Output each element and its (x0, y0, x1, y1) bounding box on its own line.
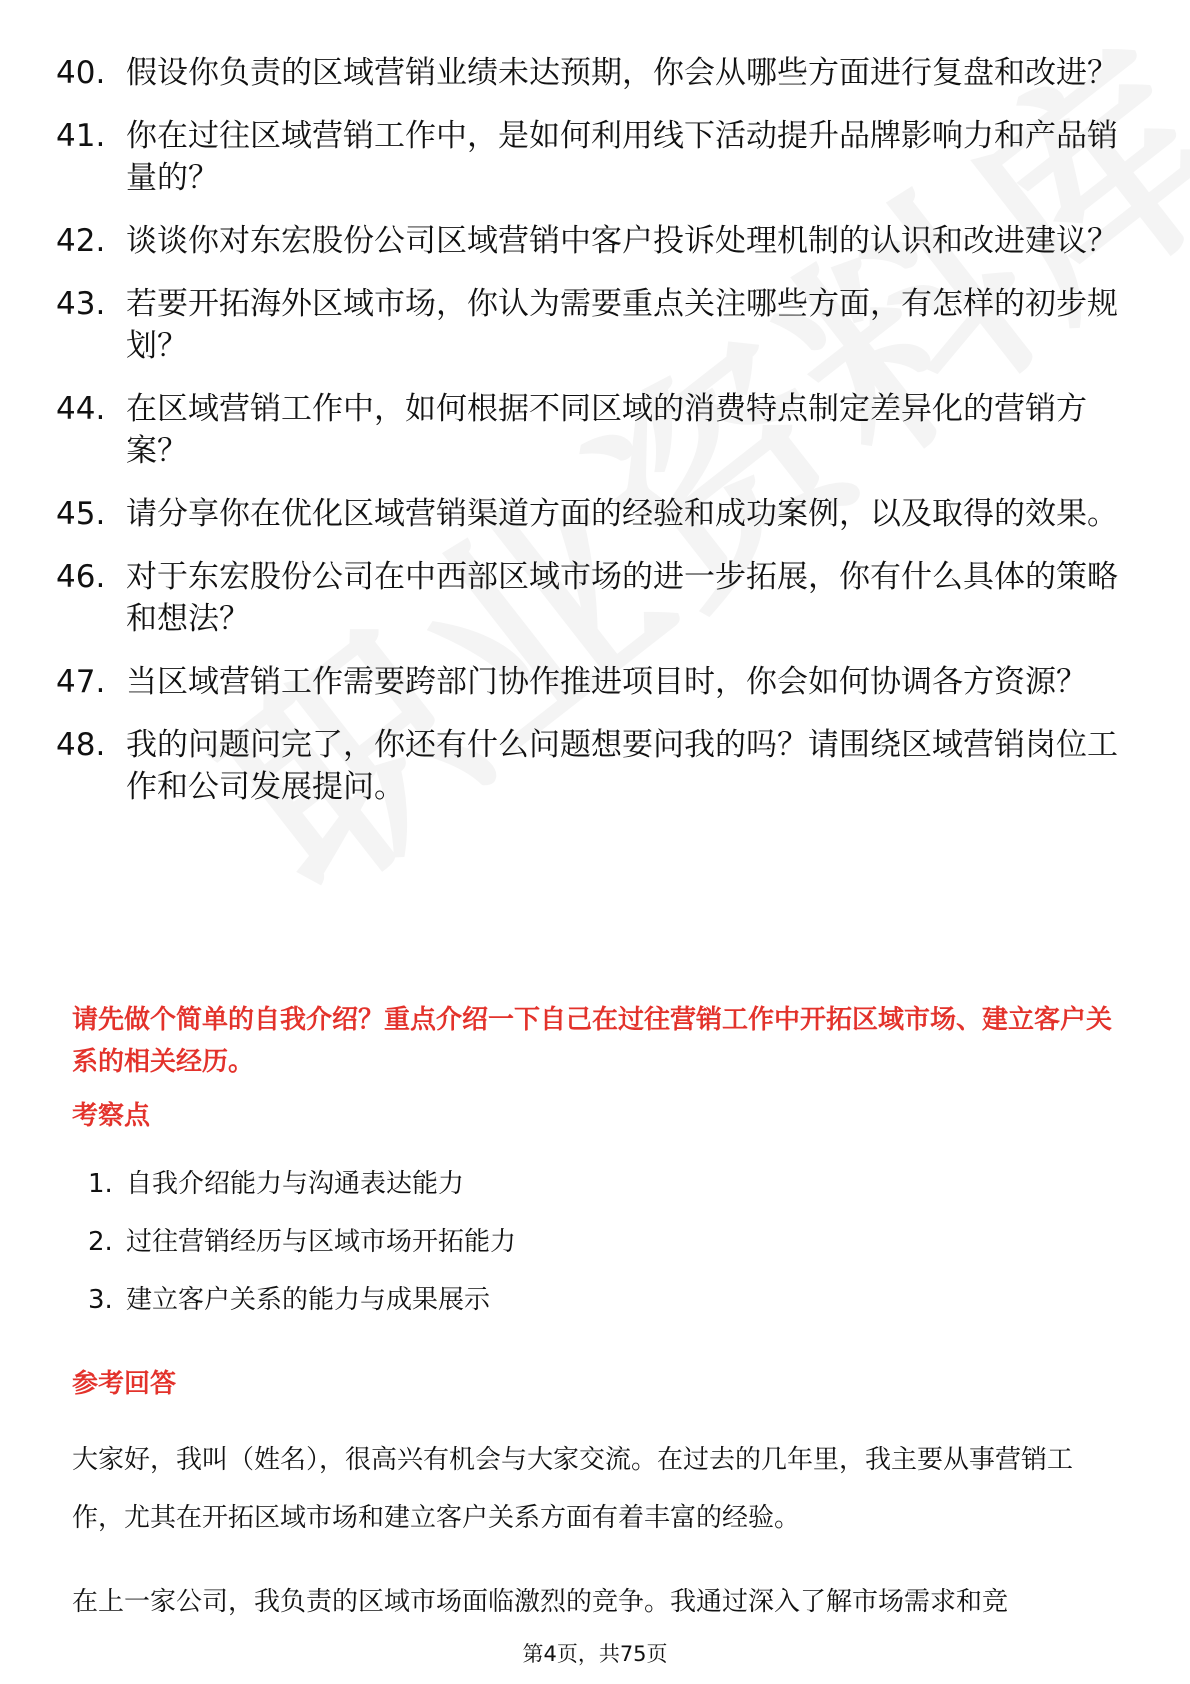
question-text: 对于东宏股份公司在中西部区域市场的进一步拓展，你有什么具体的策略和想法？ (126, 559, 1118, 637)
reference-label: 参考回答 (72, 1369, 177, 1399)
page-footer: 第4页，共75页 (522, 1642, 668, 1666)
question-number: 45. (56, 496, 106, 532)
question-text: 请分享你在优化区域营销渠道方面的经验和成功案例，以及取得的效果。 (126, 496, 1118, 532)
question-item (0, 661, 1190, 703)
question-headline: 请先做个简单的自我介绍？重点介绍一下自己在过往营销工作中开拓区域市场、建立客户关系的相关经历。 (72, 1005, 1113, 1077)
point-number: 3. (88, 1285, 113, 1315)
question-number: 48. (56, 727, 106, 763)
point-text: 自我介绍能力与沟通表达能力 (126, 1169, 465, 1199)
point-number: 1. (88, 1169, 113, 1199)
question-text: 我的问题问完了，你还有什么问题想要问我的吗？请围绕区域营销岗位工作和公司发展提问。 (126, 727, 1118, 805)
question-item (0, 283, 1190, 367)
assessment-label: 考察点 (72, 1101, 151, 1131)
assessment-point (0, 1166, 1190, 1224)
question-number: 47. (56, 664, 106, 700)
answer-paragraph: 在上一家公司，我负责的区域市场面临激烈的竞争。我通过深入了解市场需求和竞 (72, 1587, 1009, 1617)
question-text: 谈谈你对东宏股份公司区域营销中客户投诉处理机制的认识和改进建议？ (126, 223, 1118, 259)
question-item (0, 388, 1190, 472)
question-item (0, 556, 1190, 640)
question-text: 若要开拓海外区域市场，你认为需要重点关注哪些方面，有怎样的初步规划？ (126, 286, 1118, 364)
answer-paragraph: 大家好，我叫（姓名），很高兴有机会与大家交流。在过去的几年里，我主要从事营销工作，尤其在开拓区域市场和建立客户关系方面有着丰富的经验。 (72, 1445, 1074, 1533)
point-text: 建立客户关系的能力与成果展示 (126, 1285, 491, 1315)
question-item (0, 220, 1190, 262)
question-number: 41. (56, 118, 106, 154)
assessment-point (0, 1224, 1190, 1282)
question-item (0, 52, 1190, 94)
question-text: 你在过往区域营销工作中，是如何利用线下活动提升品牌影响力和产品销量的？ (126, 118, 1118, 196)
question-number: 43. (56, 286, 106, 322)
point-number: 2. (88, 1227, 113, 1257)
question-item (0, 493, 1190, 535)
question-number: 40. (56, 55, 106, 91)
question-number: 46. (56, 559, 106, 595)
question-list (0, 52, 1190, 829)
question-number: 44. (56, 391, 106, 427)
question-text: 当区域营销工作需要跨部门协作推进项目时，你会如何协调各方资源？ (126, 664, 1087, 700)
question-number: 42. (56, 223, 106, 259)
question-text: 在区域营销工作中，如何根据不同区域的消费特点制定差异化的营销方案？ (126, 391, 1087, 469)
point-text: 过往营销经历与区域市场开拓能力 (126, 1227, 517, 1257)
question-text: 假设你负责的区域营销业绩未达预期，你会从哪些方面进行复盘和改进？ (126, 55, 1118, 91)
question-item (0, 115, 1190, 199)
assessment-point (0, 1282, 1190, 1340)
question-item (0, 724, 1190, 808)
assessment-points (0, 1166, 1190, 1340)
